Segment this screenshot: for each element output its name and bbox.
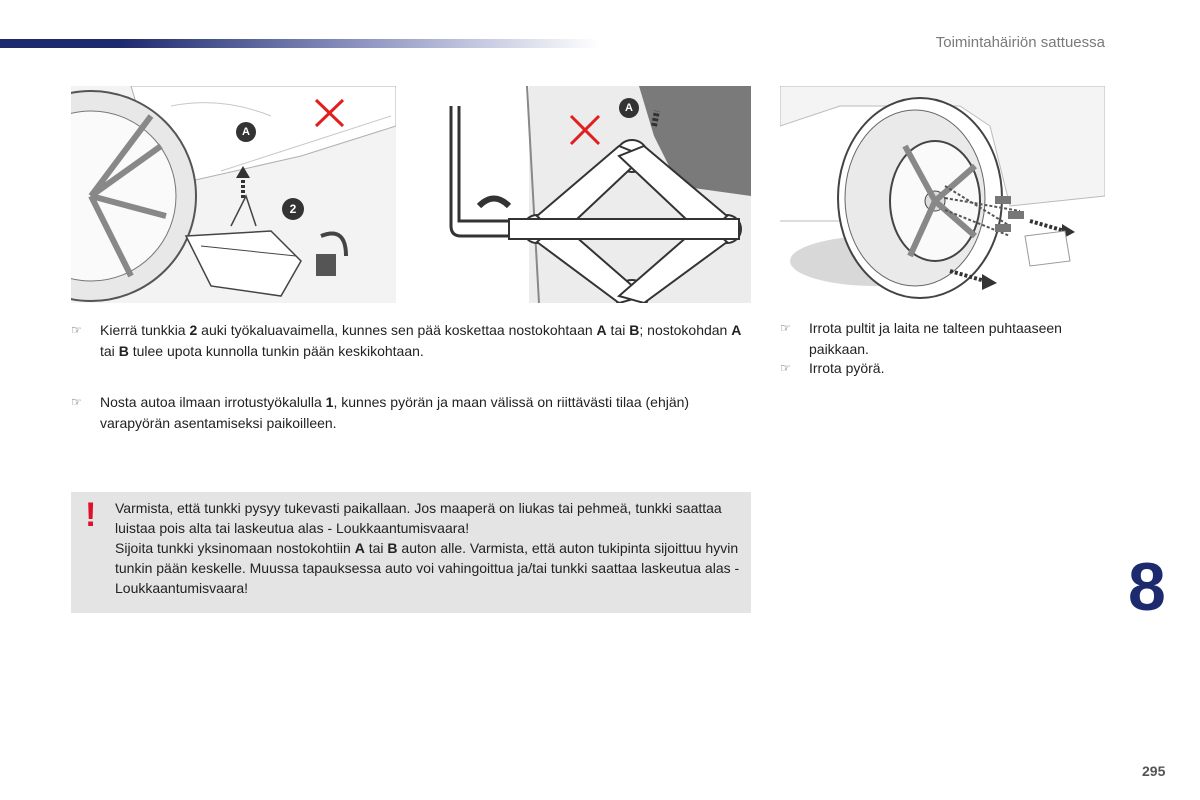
jack-number-badge: 2 — [282, 198, 304, 220]
wheel-removal-illustration — [780, 86, 1105, 303]
chapter-number: 8 — [1128, 549, 1166, 625]
pointing-hand-icon: ☞ — [780, 321, 791, 335]
instruction-step-remove-wheel — [780, 358, 1105, 379]
figure-jack-closeup — [439, 86, 751, 303]
warning-box — [71, 492, 751, 613]
warning-line-1: Varmista, että tunkki pysyy tukevasti paikallaan. Jos maaperä on liukas tai pehmeä, tunkki saattaa luistaa pois alta tai laskeutua alas - Loukkaantumisvaara! — [115, 500, 722, 536]
header-gradient-bar — [0, 39, 600, 48]
warning-text — [115, 498, 740, 598]
lift-point-a-badge: A — [619, 98, 639, 118]
pointing-hand-icon: ☞ — [71, 395, 82, 409]
instruction-step-rotate-jack — [71, 320, 751, 362]
pointing-hand-icon: ☞ — [780, 361, 791, 375]
instruction-text: Irrota pyörä. — [809, 360, 885, 376]
instruction-step-remove-bolts — [780, 318, 1105, 360]
page-number: 295 — [1142, 763, 1166, 779]
instruction-text: Irrota pultit ja laita ne talteen puhtaaseen paikkaan. — [809, 320, 1062, 357]
figure-wheel-removal — [780, 86, 1105, 303]
warning-exclamation-icon: ! — [85, 496, 97, 534]
jack-sill-illustration — [71, 86, 396, 303]
section-title: Toimintahäiriön sattuessa — [935, 34, 1105, 51]
warning-line-2: Sijoita tunkki yksinomaan nostokohtiin A tai B auton alle. Varmista, että auton tukipinta sijoittuu hyvin tunkin pään keskelle. Muussa tapauksessa auto voi vahingoittua ja/tai tunkki saattaa laskeutua alas - Loukkaantumisvaara! — [115, 540, 740, 596]
figure-jack-under-sill — [71, 86, 396, 303]
instruction-step-lift-car — [71, 392, 751, 434]
instruction-text: Nosta autoa ilmaan irrotustyökalulla 1, kunnes pyörän ja maan välissä on riittävästi tilaa (ehjän) varapyörän asentamiseksi paikoilleen. — [100, 394, 690, 431]
lift-point-a-badge: A — [236, 122, 256, 142]
jack-closeup-illustration — [439, 86, 751, 303]
instruction-text: Kierrä tunkkia 2 auki työkaluavaimella, kunnes sen pää koskettaa nostokohtaan A tai B; nostokohdan A tai B tulee upota kunnolla tunkin pään keskikohtaan. — [100, 322, 742, 359]
pointing-hand-icon: ☞ — [71, 323, 82, 337]
